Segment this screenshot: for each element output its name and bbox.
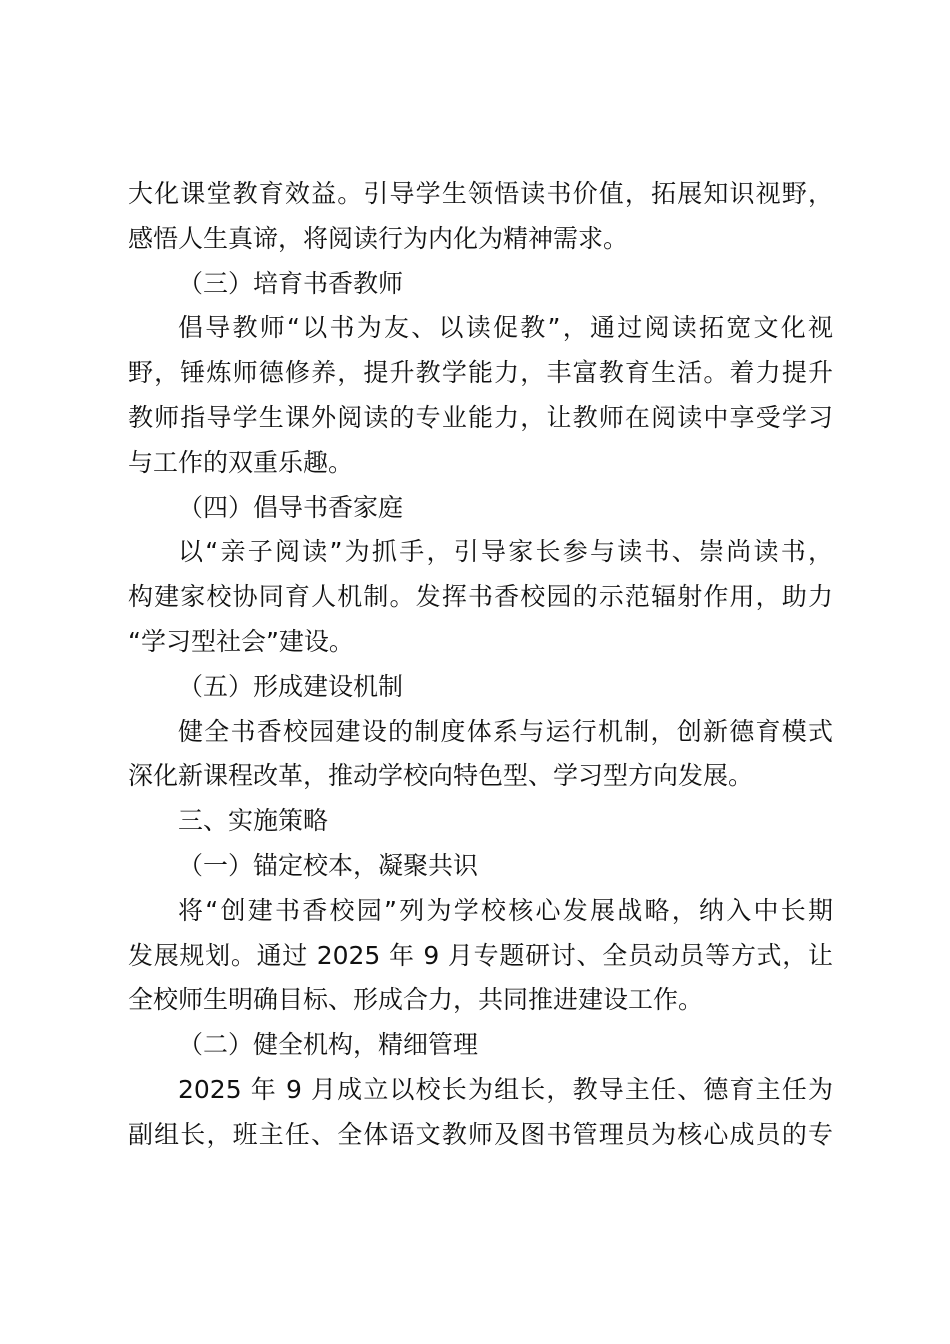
text-line: 大化课堂教育效益。引导学生领悟读书价值，拓展知识视野， xyxy=(128,179,833,208)
text-line: 感悟人生真谛，将阅读行为内化为精神需求。 xyxy=(128,223,629,253)
text-line: 三、实施策略 xyxy=(178,806,329,836)
text-line: 发展规划。通过 2025 年 9 月专题研讨、全员动员等方式，让 xyxy=(128,940,833,970)
text-line: （三）培育书香教师 xyxy=(178,268,404,298)
text-line: 倡导教师“以书为友、以读促教”，通过阅读拓宽文化视 xyxy=(178,313,833,343)
text-line: 野，锤炼师德修养，提升教学能力，丰富教育生活。着力提升 xyxy=(128,358,833,388)
document-body xyxy=(128,172,833,1158)
text-line: （五）形成建设机制 xyxy=(178,671,404,701)
text-line: 深化新课程改革，推动学校向特色型、学习型方向发展。 xyxy=(128,761,754,791)
text-line: 副组长，班主任、全体语文教师及图书管理员为核心成员的专 xyxy=(128,1119,833,1149)
text-line: （四）倡导书香家庭 xyxy=(178,492,404,522)
text-line: 将“创建书香校园”列为学校核心发展战略，纳入中长期 xyxy=(178,895,833,925)
text-line: 教师指导学生课外阅读的专业能力，让教师在阅读中享受学习 xyxy=(128,402,833,432)
text-line: 构建家校协同育人机制。发挥书香校园的示范辐射作用，助力 xyxy=(128,582,833,612)
text-line: 健全书香校园建设的制度体系与运行机制，创新德育模式 xyxy=(178,716,833,746)
text-line: “学习型社会”建设。 xyxy=(128,626,354,656)
text-line: 全校师生明确目标、形成合力，共同推进建设工作。 xyxy=(128,985,704,1015)
text-line: （一）锚定校本，凝聚共识 xyxy=(178,850,479,880)
text-line: 以“亲子阅读”为抓手，引导家长参与读书、崇尚读书， xyxy=(178,537,833,567)
text-line: 2025 年 9 月成立以校长为组长，教导主任、德育主任为 xyxy=(178,1074,833,1104)
text-line: 与工作的双重乐趣。 xyxy=(128,447,354,477)
text-line: （二）健全机构，精细管理 xyxy=(178,1030,479,1060)
